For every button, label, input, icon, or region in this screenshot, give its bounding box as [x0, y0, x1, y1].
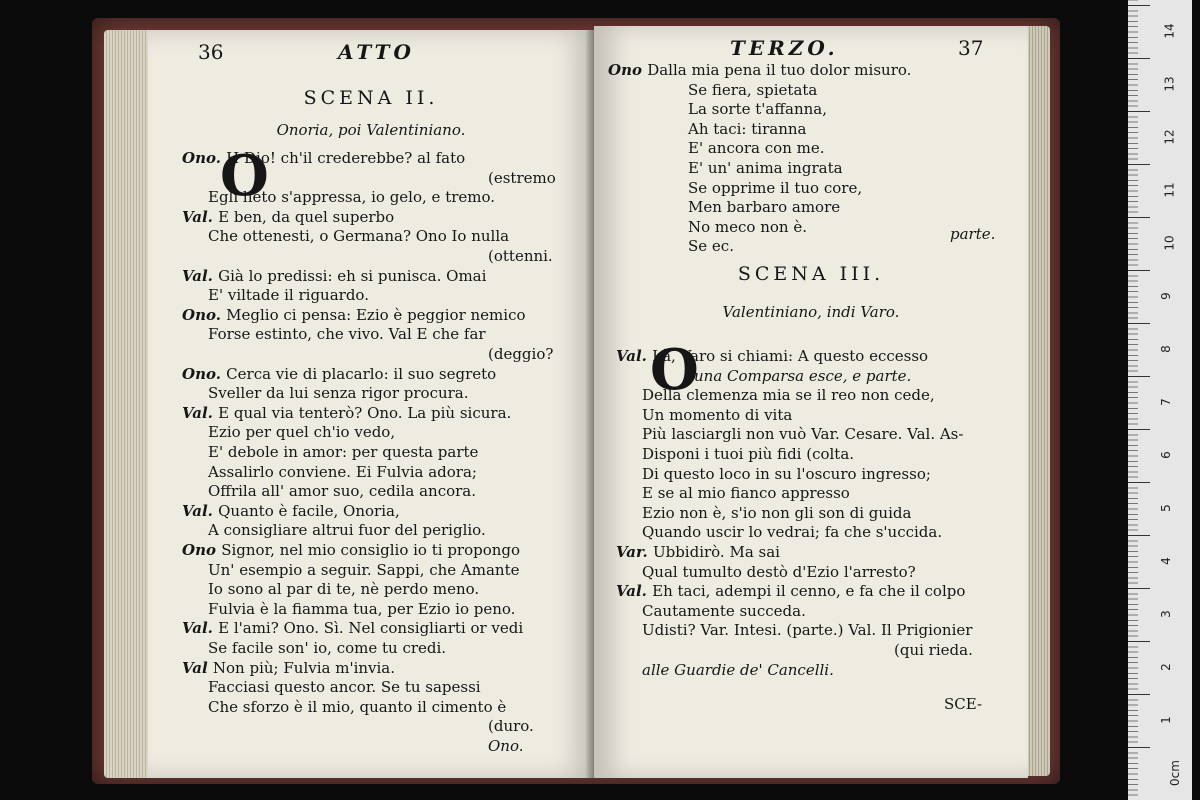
speaker-label: Ono.	[182, 364, 227, 383]
line-text: Un' esempio a seguir. Sappi, che Amante	[208, 560, 520, 579]
text-line	[208, 285, 369, 305]
line-text: Già lo predissi: eh si punisca. Omai	[218, 266, 487, 285]
text-line	[182, 207, 394, 227]
line-text: E l'ami? Ono. Sì. Nel consigliarti or vedi	[218, 619, 524, 638]
text-line	[488, 168, 556, 188]
speaker-label: Val.	[182, 501, 219, 520]
text-line	[642, 562, 916, 582]
line-text: Se fiera, spietata	[688, 80, 818, 99]
line-text: alle Guardie de' Cancelli.	[642, 660, 834, 679]
line-text: E' ancora con me.	[688, 139, 825, 158]
running-head: TERZO.	[730, 36, 839, 60]
text-line	[488, 736, 524, 756]
ruler-label: 13	[1162, 76, 1177, 92]
speaker-label: Val.	[616, 347, 653, 365]
text-line	[688, 236, 734, 256]
line-text: A consigliare altrui fuor del periglio.	[208, 521, 486, 540]
text-line	[642, 503, 911, 523]
page-number: 36	[198, 40, 224, 64]
line-text: Ah taci: tiranna	[688, 119, 807, 138]
ruler-label: 4	[1158, 557, 1173, 565]
speaker-label: Val.	[182, 207, 219, 226]
text-line	[616, 346, 928, 366]
line-text: Disponi i tuoi più fidi (colta.	[642, 445, 855, 463]
text-line	[642, 620, 972, 640]
text-line	[688, 138, 825, 158]
line-text: No meco non è.	[688, 217, 807, 236]
text-line	[208, 560, 520, 580]
text-line	[642, 464, 931, 484]
text-line	[688, 158, 843, 178]
speaker-label: Ono.	[182, 149, 227, 167]
line-text: Sveller da lui senza rigor procura.	[208, 384, 469, 403]
text-line	[642, 483, 850, 503]
line-text: Ubbidirò. Ma sai	[652, 543, 780, 561]
ruler-label: 11	[1162, 182, 1177, 198]
speaker-label: Val.	[182, 266, 219, 285]
text-line	[208, 187, 495, 207]
line-text: Della clemenza mia se il reo non cede,	[642, 386, 935, 405]
text-line	[642, 405, 792, 425]
text-line	[694, 366, 911, 386]
text-line	[688, 178, 862, 198]
line-text: Signor, nel mio consiglio io ti propongo	[221, 541, 521, 559]
text-line	[894, 640, 973, 660]
text-line	[688, 99, 827, 119]
text-line	[642, 444, 854, 464]
text-line	[642, 424, 963, 444]
text-line	[688, 119, 806, 139]
line-text: Ezio non è, s'io non gli son di guida	[642, 503, 912, 522]
text-line	[182, 658, 395, 678]
line-text: Facciasi questo ancor. Se tu sapessi	[208, 678, 481, 697]
line-text: Dalla mia pena il tuo dolor misuro.	[647, 61, 912, 79]
speaker-label: Ono	[182, 541, 222, 559]
line-text: Che ottenesti, o Germana? Ono Io nulla	[208, 227, 510, 246]
line-text: Meglio ci pensa: Ezio è peggior nemico	[226, 305, 526, 324]
ruler-label: 8	[1158, 345, 1173, 353]
text-line	[182, 364, 496, 384]
line-text: La sorte t'affanna,	[688, 100, 827, 119]
text-line	[208, 520, 486, 540]
stage-direction: parte.	[950, 225, 996, 243]
speaker-label: Ono	[608, 61, 648, 79]
running-head: ATTO	[338, 40, 415, 64]
line-text: E ben, da quel superbo	[218, 207, 395, 226]
line-text: (deggio?	[488, 345, 554, 363]
text-line	[208, 638, 446, 658]
line-text: Egli lieto s'appressa, io gelo, e tremo.	[208, 188, 496, 207]
ruler-label: 5	[1158, 504, 1173, 512]
line-text: Un momento di vita	[642, 405, 793, 424]
text-line	[182, 148, 465, 168]
text-line	[642, 660, 834, 680]
line-text: Se facile son' io, come tu credi.	[208, 639, 447, 657]
text-line	[488, 716, 534, 736]
text-line	[208, 422, 395, 442]
text-line	[208, 579, 479, 599]
speaker-label: Var.	[616, 543, 653, 561]
left-page	[148, 30, 594, 778]
ruler-label: 7	[1158, 398, 1173, 406]
scene-title: SCENA III.	[737, 263, 885, 285]
speaker-label: Val.	[182, 403, 219, 422]
line-text: E se al mio fianco appresso	[642, 484, 850, 503]
line-text: Fulvia è la fiamma tua, per Ezio io peno.	[208, 599, 516, 618]
line-text: Cerca vie di placarlo: il suo segreto	[226, 364, 497, 383]
scene-title: SCENA II.	[303, 87, 439, 109]
line-text: Che sforzo è il mio, quanto il cimento è	[208, 697, 507, 716]
ruler-label: 9	[1158, 292, 1173, 300]
ruler-label: 6	[1158, 451, 1173, 459]
text-line	[488, 246, 553, 266]
ruler-label: 10	[1162, 235, 1177, 251]
line-text: Più lasciargli non vuò Var. Cesare. Val. As-	[642, 425, 964, 444]
speaker-label: Val.	[182, 619, 219, 638]
line-text: (duro.	[488, 717, 534, 736]
text-line	[182, 403, 511, 423]
line-text: Ezio per quel ch'io vedo,	[208, 423, 396, 442]
text-line	[616, 542, 780, 562]
line-text: Offrila all' amor suo, cedila ancora.	[208, 482, 477, 501]
text-line	[608, 60, 911, 80]
catchword: SCE-	[944, 695, 983, 713]
text-line	[688, 80, 817, 100]
text-line	[688, 197, 840, 217]
line-text: una Comparsa esce, e parte.	[694, 366, 912, 385]
speaker-label: Val	[182, 658, 213, 677]
text-line	[208, 383, 469, 403]
ruler-label: 1	[1158, 716, 1173, 724]
line-text: (qui rieda.	[894, 641, 973, 659]
text-line	[182, 266, 486, 286]
text-line	[182, 618, 523, 638]
line-text: E qual via tenterò? Ono. La più sicura.	[218, 403, 512, 422]
text-line	[208, 677, 481, 697]
text-line	[208, 462, 477, 482]
text-line	[208, 481, 476, 501]
line-text: Non più; Fulvia m'invia.	[212, 658, 396, 677]
line-text: (ottenni.	[488, 247, 553, 265]
text-line	[642, 385, 935, 405]
text-line	[208, 697, 506, 717]
scene-characters: Onoria, poi Valentiniano.	[276, 121, 466, 139]
text-line	[182, 305, 526, 325]
line-text: Udisti? Var. Intesi. (parte.) Val. Il Prigionier	[642, 621, 973, 640]
line-text: Forse estinto, che vivo. Val E che far	[208, 325, 486, 344]
line-text: (estremo	[488, 168, 556, 187]
line-text: Se ec.	[688, 237, 734, 256]
text-line	[642, 601, 806, 621]
line-text: Men barbaro amore	[688, 198, 841, 217]
ruler-label: 0cm	[1167, 760, 1182, 786]
measuring-ruler	[1128, 0, 1192, 800]
scene-characters: Valentiniano, indi Varo.	[722, 303, 900, 321]
text-line	[208, 324, 486, 344]
text-line	[488, 344, 553, 364]
text-line	[182, 501, 400, 521]
line-text: Io sono al par di te, nè perdo meno.	[208, 580, 480, 599]
ruler-label: 2	[1158, 663, 1173, 671]
line-text: Là, Varo si chiami: A questo eccesso	[652, 347, 929, 365]
page-number: 37	[958, 36, 984, 60]
speaker-label: Ono.	[182, 305, 227, 324]
line-text: E' viltade il riguardo.	[208, 286, 369, 305]
speaker-label: Val.	[616, 582, 653, 601]
line-text: Eh taci, adempi il cenno, e fa che il colpo	[652, 582, 966, 601]
drop-cap: O	[650, 337, 699, 403]
text-line	[208, 226, 509, 246]
line-text: Quando uscir lo vedrai; fa che s'uccida.	[642, 523, 943, 542]
ruler-label: 14	[1162, 23, 1177, 39]
right-page	[594, 26, 1028, 778]
line-text: E' un' anima ingrata	[688, 159, 843, 177]
text-line	[208, 599, 515, 619]
text-line	[208, 442, 478, 462]
line-text: Assalirlo conviene. Ei Fulvia adora;	[208, 462, 477, 481]
line-text: Qual tumulto destò d'Ezio l'arresto?	[642, 562, 916, 581]
line-text: E' debole in amor: per questa parte	[208, 443, 479, 461]
line-text: Ono.	[488, 737, 524, 755]
text-line	[642, 522, 942, 542]
ruler-label: 12	[1162, 129, 1177, 145]
ruler-label: 3	[1158, 610, 1173, 618]
line-text: Di questo loco in su l'oscuro ingresso;	[642, 464, 931, 483]
page-edges-left	[104, 30, 152, 778]
line-text: Quanto è facile, Onoria,	[218, 501, 400, 520]
text-line	[182, 540, 520, 560]
line-text: Se opprime il tuo core,	[688, 178, 863, 197]
line-text: Cautamente succeda.	[642, 601, 806, 620]
text-line	[616, 581, 965, 601]
drop-cap: O	[220, 143, 269, 209]
text-line	[688, 217, 807, 237]
line-text: H Dio! ch'il crederebbe? al fato	[226, 149, 466, 167]
